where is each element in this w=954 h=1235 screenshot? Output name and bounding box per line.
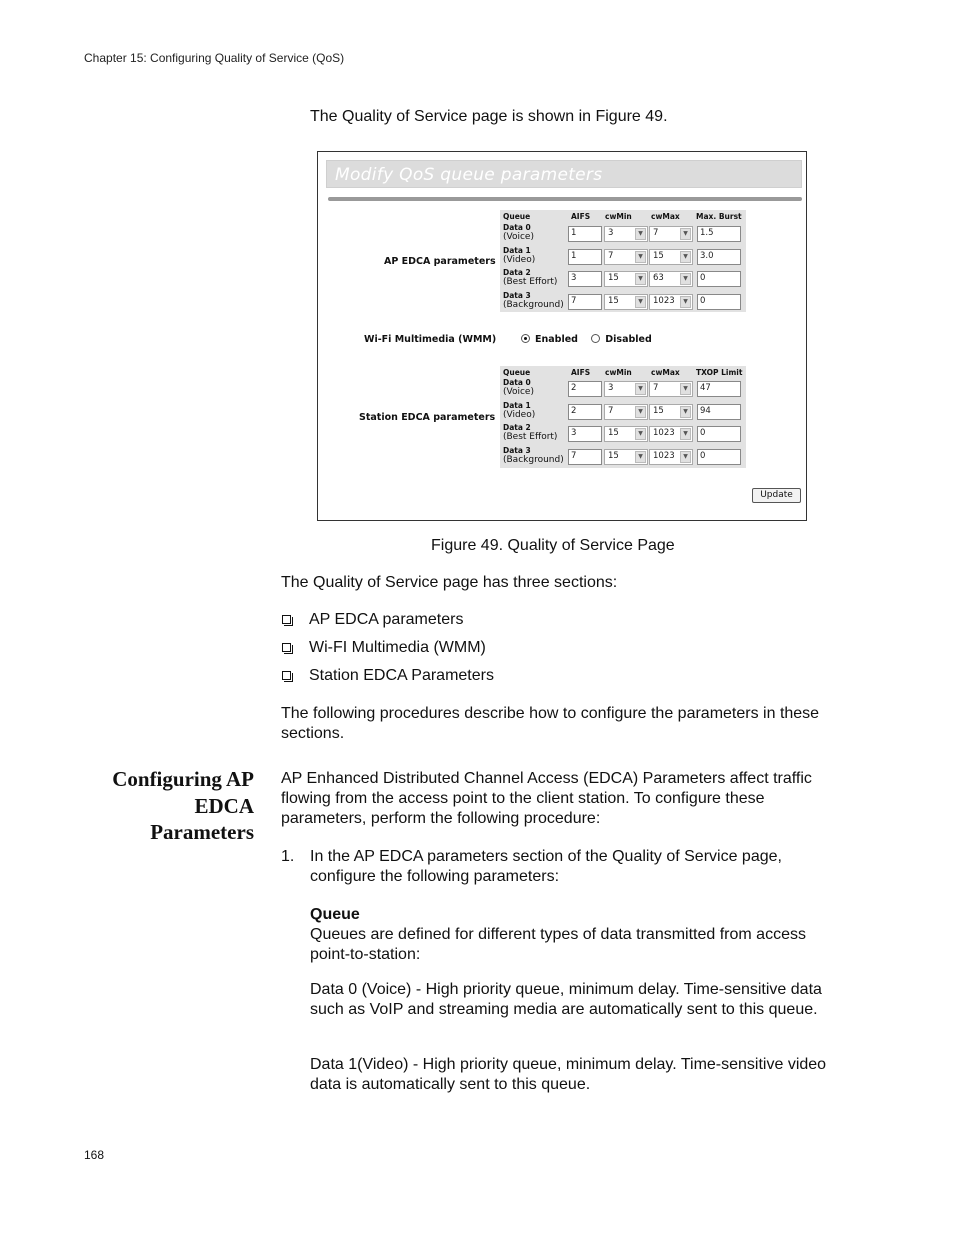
ap-cwmin-value: 15 <box>608 295 619 306</box>
station-cwmin-select[interactable] <box>604 426 648 442</box>
station-header-cwmax: cwMax <box>651 368 680 377</box>
ap-queue-label: Data 1 <box>503 245 531 255</box>
ap-header-aifs: AIFS <box>571 212 591 221</box>
figure-title-bar <box>326 160 802 188</box>
station-queue-type: (Video) <box>503 409 536 420</box>
station-cwmin-value: 7 <box>608 405 614 416</box>
station-queue-name <box>503 378 534 397</box>
chevron-down-icon[interactable]: ▼ <box>680 406 691 418</box>
figure-title: Modify QoS queue parameters <box>335 165 603 185</box>
station-cwmin-select[interactable] <box>604 381 648 397</box>
ap-queue-type: (Voice) <box>503 232 534 242</box>
figure-divider <box>328 197 802 201</box>
step-text: In the AP EDCA parameters section of the Quality of Service page, configure the following parameters: <box>310 848 782 885</box>
ap-edca-label: AP EDCA parameters <box>384 256 496 267</box>
station-cwmax-select[interactable] <box>649 381 693 397</box>
station-header-txop-limit: TXOP Limit <box>696 368 743 377</box>
wmm-enabled-radio[interactable] <box>521 334 530 343</box>
station-queue-label: Data 0 <box>503 378 531 387</box>
chevron-down-icon[interactable]: ▼ <box>680 296 691 308</box>
station-cwmax-value: 1023 <box>653 428 675 438</box>
station-queue-label: Data 2 <box>503 423 531 432</box>
station-header-cwmin: cwMin <box>605 368 632 377</box>
ap-last-input[interactable]: 3.0 <box>697 249 741 265</box>
station-queue-name <box>503 446 564 465</box>
ap-cwmax-select[interactable] <box>649 271 693 287</box>
wmm-label: Wi-Fi Multimedia (WMM) <box>364 334 497 345</box>
ap-aifs-input[interactable]: 7 <box>568 294 602 310</box>
checkbox-bullet-icon <box>282 643 291 652</box>
chevron-down-icon[interactable]: ▼ <box>680 273 691 285</box>
chevron-down-icon[interactable]: ▼ <box>680 228 691 240</box>
station-cwmax-value: 7 <box>653 383 659 393</box>
station-header-queue: Queue <box>503 368 531 377</box>
station-queue-name <box>503 401 535 420</box>
station-aifs-input[interactable]: 3 <box>568 426 602 442</box>
section-heading-line: EDCA <box>194 793 254 818</box>
ap-aifs-input[interactable]: 1 <box>568 249 602 265</box>
station-cwmin-select[interactable] <box>604 449 648 465</box>
wmm-disabled-label: Disabled <box>605 334 652 345</box>
station-cwmin-select[interactable] <box>604 404 648 420</box>
ap-queue-type: (Video) <box>503 254 536 265</box>
chevron-down-icon[interactable]: ▼ <box>680 451 691 463</box>
checkbox-bullet-icon <box>282 671 291 680</box>
station-last-input[interactable]: 47 <box>697 381 741 397</box>
figure-caption: Figure 49. Quality of Service Page <box>431 537 675 554</box>
station-last-input[interactable]: 0 <box>697 449 741 465</box>
ap-cwmax-value: 1023 <box>653 295 675 306</box>
chevron-down-icon[interactable]: ▼ <box>635 273 646 285</box>
ap-header-cwmax: cwMax <box>651 212 680 221</box>
page-number: 168 <box>84 1148 105 1162</box>
ap-header-queue: Queue <box>503 212 531 221</box>
chevron-down-icon[interactable]: ▼ <box>680 428 691 440</box>
sections-intro: The Quality of Service page has three sections: <box>281 574 618 591</box>
ap-header-max-burst: Max. Burst <box>696 212 742 221</box>
bullet-text: AP EDCA parameters <box>309 611 464 628</box>
intro-text: The Quality of Service page is shown in Figure 49. <box>310 108 668 125</box>
station-edca-label: Station EDCA parameters <box>359 412 496 423</box>
station-cwmax-value: 15 <box>653 405 664 416</box>
step-number: 1. <box>281 848 295 865</box>
chevron-down-icon[interactable]: ▼ <box>635 406 646 418</box>
chevron-down-icon[interactable]: ▼ <box>635 228 646 240</box>
ap-cwmin-value: 15 <box>608 273 619 283</box>
ap-cwmax-select[interactable] <box>649 294 693 310</box>
ap-cwmin-select[interactable] <box>604 226 648 242</box>
ap-queue-name <box>503 223 534 242</box>
chevron-down-icon[interactable]: ▼ <box>635 383 646 395</box>
ap-last-input[interactable]: 0 <box>697 294 741 310</box>
queue-heading: Queue <box>310 906 360 923</box>
station-cwmin-value: 3 <box>608 383 614 393</box>
ap-cwmax-value: 7 <box>653 228 659 238</box>
ap-aifs-input[interactable]: 1 <box>568 226 602 242</box>
bullet-text: Station EDCA Parameters <box>309 667 494 684</box>
chevron-down-icon[interactable]: ▼ <box>635 296 646 308</box>
ap-aifs-input[interactable]: 3 <box>568 271 602 287</box>
ap-queue-type: (Best Effort) <box>503 277 558 287</box>
update-button[interactable]: Update <box>752 488 801 503</box>
chevron-down-icon[interactable]: ▼ <box>635 451 646 463</box>
chevron-down-icon[interactable]: ▼ <box>635 251 646 263</box>
station-last-input[interactable]: 0 <box>697 426 741 442</box>
ap-cwmax-value: 63 <box>653 273 664 283</box>
ap-queue-type: (Background) <box>503 299 564 310</box>
ap-cwmin-value: 7 <box>608 250 614 261</box>
station-aifs-input[interactable]: 2 <box>568 381 602 397</box>
ap-last-input[interactable]: 0 <box>697 271 741 287</box>
ap-cwmin-select[interactable] <box>604 271 648 287</box>
ap-header-cwmin: cwMin <box>605 212 632 221</box>
station-cwmax-value: 1023 <box>653 450 675 461</box>
station-queue-label: Data 1 <box>503 400 531 410</box>
bullet-text: Wi-FI Multimedia (WMM) <box>309 639 486 656</box>
station-queue-label: Data 3 <box>503 445 531 455</box>
ap-cwmin-select[interactable] <box>604 294 648 310</box>
section-heading-line: Parameters <box>150 820 254 844</box>
wmm-radio-group <box>521 334 652 345</box>
station-cwmax-select[interactable] <box>649 404 693 420</box>
ap-cwmin-value: 3 <box>608 228 614 238</box>
station-cwmin-value: 15 <box>608 428 619 438</box>
wmm-disabled-radio[interactable] <box>591 334 600 343</box>
chevron-down-icon[interactable]: ▼ <box>680 251 691 263</box>
checkbox-bullet-icon <box>282 615 291 624</box>
running-header: Chapter 15: Configuring Quality of Service (QoS) <box>84 51 345 65</box>
data1-description: Data 1(Video) - High priority queue, minimum delay. Time-sensitive video data is automatically sent to this queue. <box>310 1056 827 1093</box>
ap-queue-name <box>503 246 535 265</box>
chevron-down-icon[interactable]: ▼ <box>635 428 646 440</box>
ap-last-input[interactable]: 1.5 <box>697 226 741 242</box>
station-aifs-input[interactable]: 2 <box>568 404 602 420</box>
section-heading-line: Configuring AP <box>112 767 254 791</box>
station-cwmax-select[interactable] <box>649 426 693 442</box>
station-last-input[interactable]: 94 <box>697 404 741 420</box>
data0-description: Data 0 (Voice) - High priority queue, minimum delay. Time-sensitive data such as VoIP and streaming media are automatically sent to this queue. <box>310 981 822 1018</box>
station-header-aifs: AIFS <box>571 368 591 377</box>
station-queue-type: (Voice) <box>503 387 534 397</box>
procedures-text: The following procedures describe how to configure the parameters in these sections. <box>281 705 820 742</box>
ap-queue-name <box>503 268 557 287</box>
qos-figure <box>317 151 807 521</box>
station-cwmin-value: 15 <box>608 450 619 461</box>
ap-queue-label: Data 3 <box>503 290 531 300</box>
ap-cwmax-value: 15 <box>653 250 664 261</box>
ap-cwmax-select[interactable] <box>649 249 693 265</box>
ap-queue-name <box>503 291 564 310</box>
station-queue-type: (Background) <box>503 454 564 465</box>
station-cwmax-select[interactable] <box>649 449 693 465</box>
ap-cwmin-select[interactable] <box>604 249 648 265</box>
chevron-down-icon[interactable]: ▼ <box>680 383 691 395</box>
wmm-enabled-label: Enabled <box>535 334 578 345</box>
station-aifs-input[interactable]: 7 <box>568 449 602 465</box>
station-queue-name <box>503 423 557 442</box>
station-queue-type: (Best Effort) <box>503 432 558 442</box>
edca-intro: AP Enhanced Distributed Channel Access (EDCA) Parameters affect traffic flowing from the access point to the client station. To configure these parameters, perform the following procedure: <box>281 770 812 827</box>
ap-queue-label: Data 0 <box>503 223 531 232</box>
ap-cwmax-select[interactable] <box>649 226 693 242</box>
queue-description: Queues are defined for different types of data transmitted from access point-to-station: <box>310 926 806 963</box>
section-heading <box>54 766 254 846</box>
ap-queue-label: Data 2 <box>503 268 531 277</box>
